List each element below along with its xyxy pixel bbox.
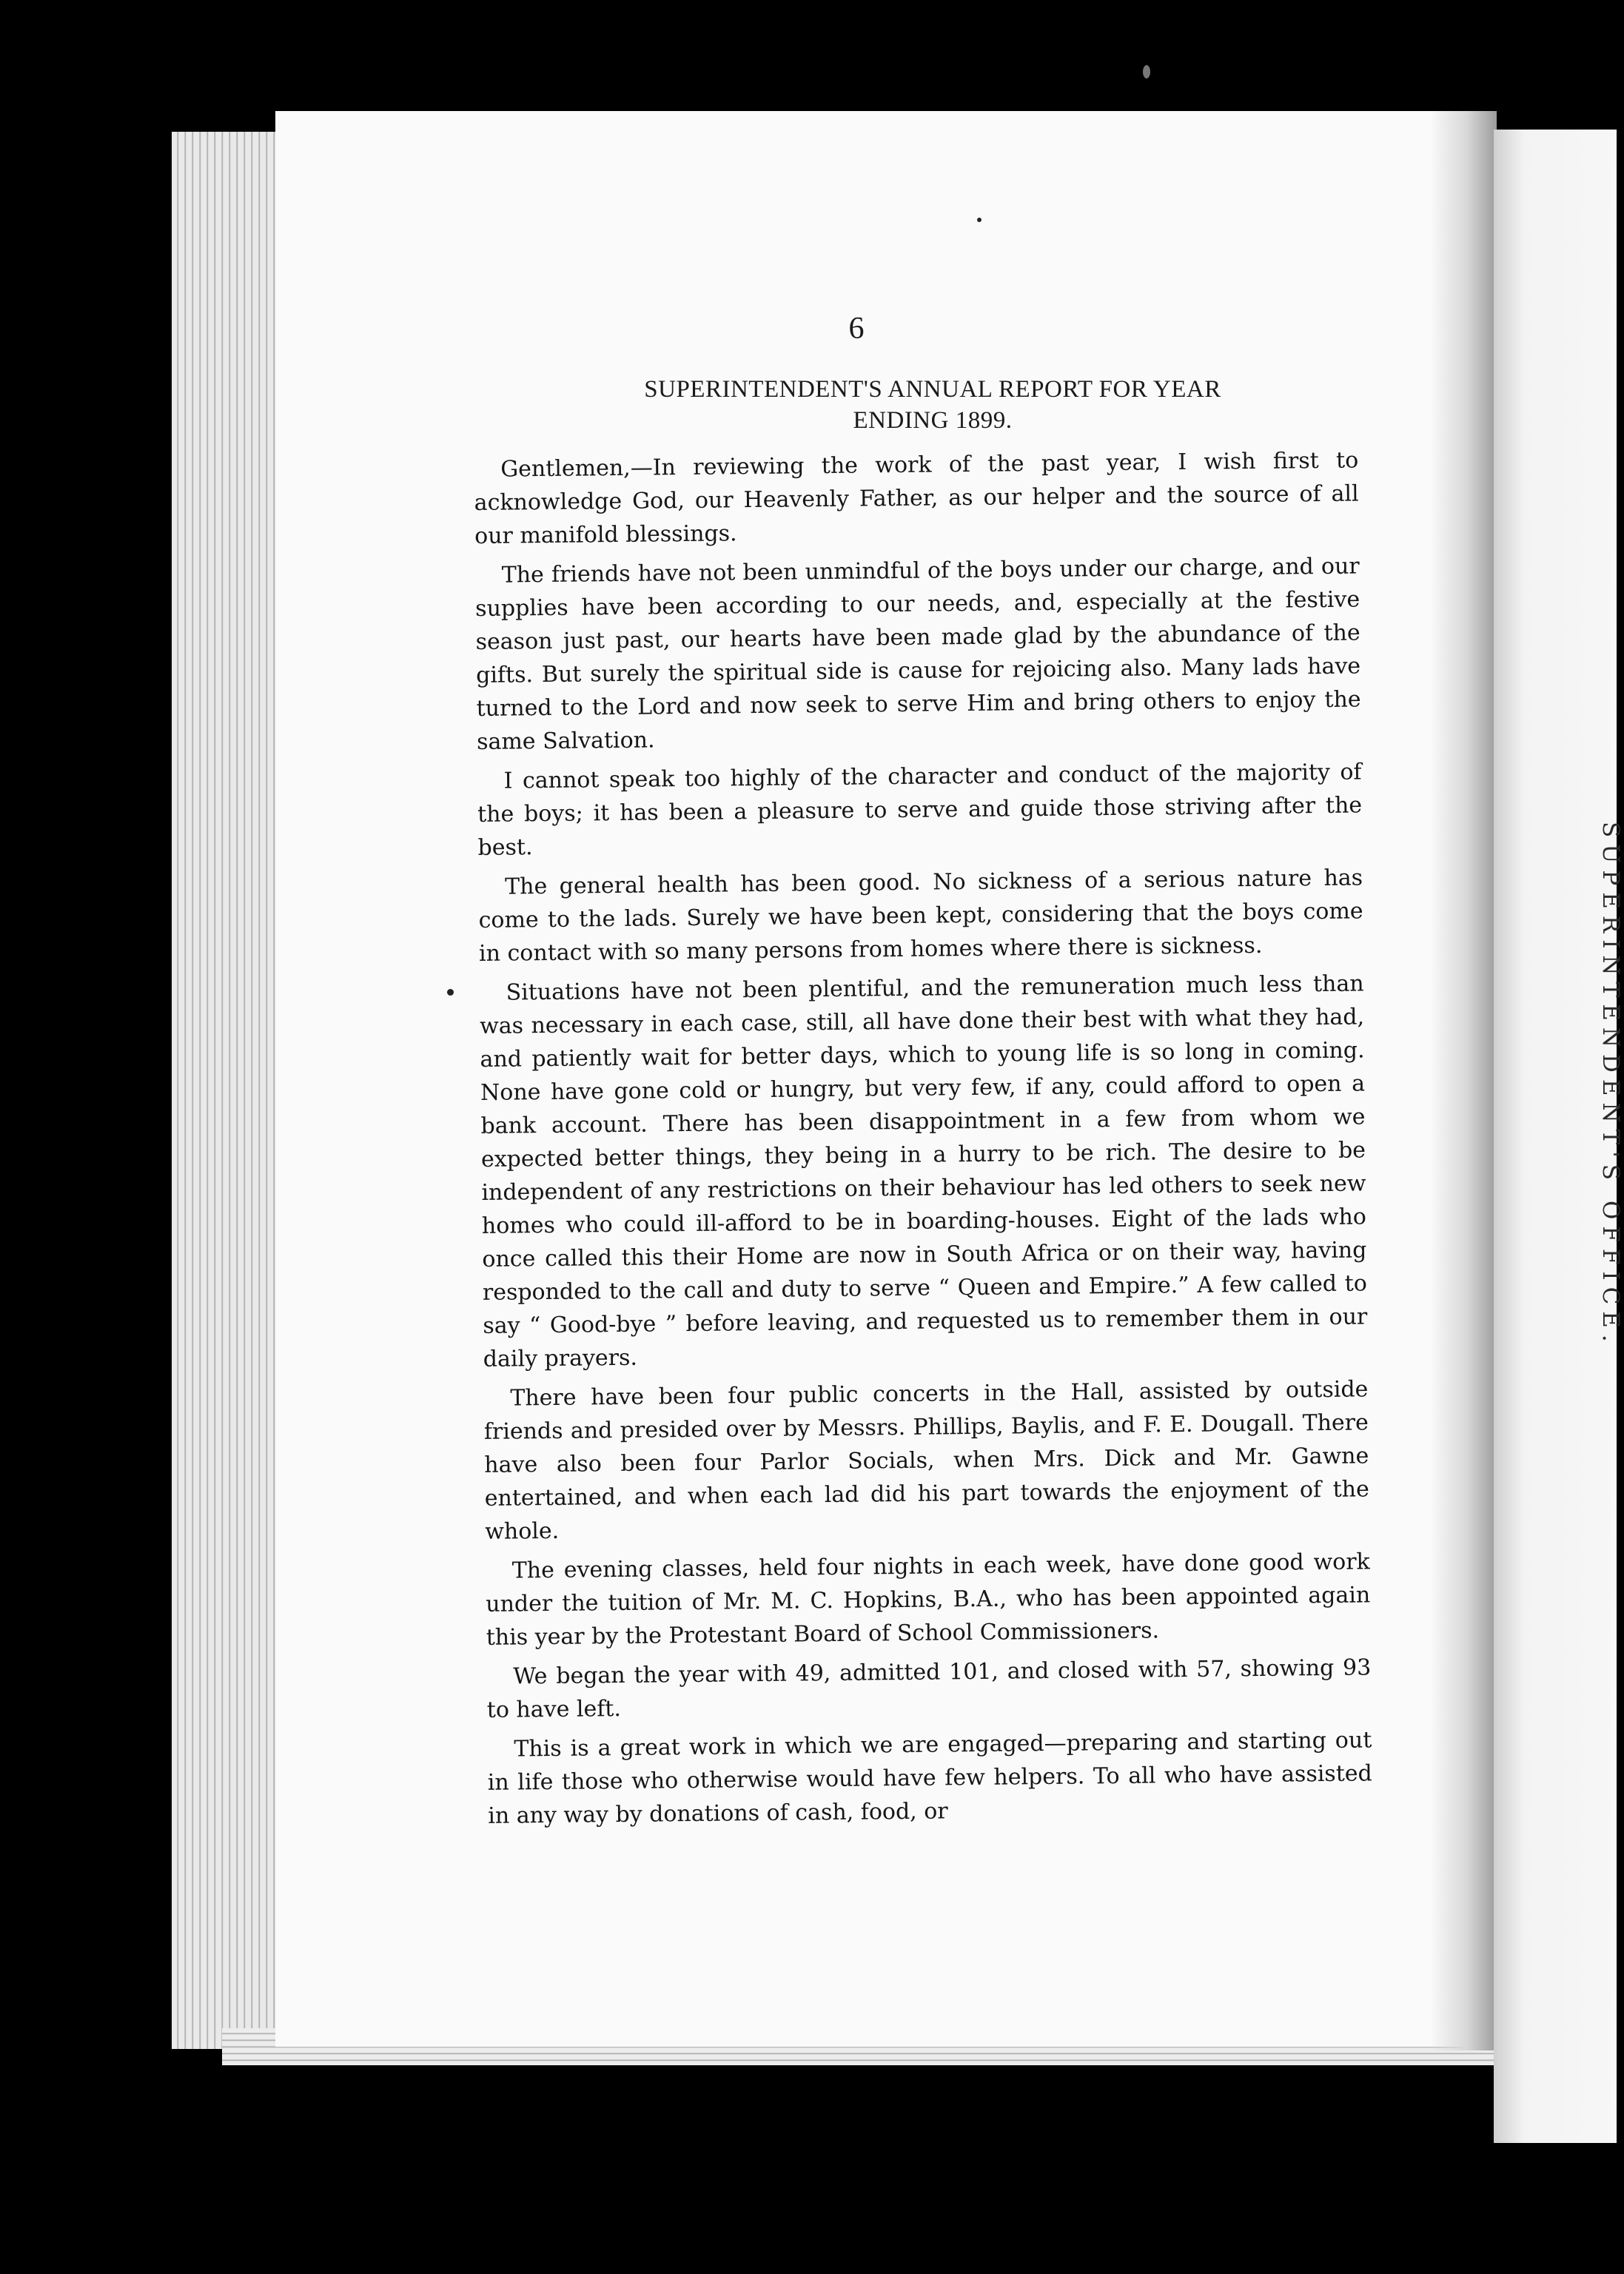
paragraph-friends: The friends have not been unmindful of the boys under our charge, and our supplies have been according to our needs, and, especially at the festive season just past, our hearts have been made glad by the abundance of the gifts. But surely the spiritual side is cause for rejoicing also. Many lads have turned to the Lord and now seek to serve Him and bring others to enjoy the same Salvation.: [475, 553, 1361, 755]
stacked-page-edges: [172, 132, 290, 2049]
report-title-line-2: ENDING 1899.: [853, 407, 1013, 434]
report-body: [474, 443, 1373, 1838]
paragraph-concerts: There have been four public concerts in the Hall, assisted by outside friends and presided over by Messrs. Phillips, Baylis, and F. E. Dougall. There have also been four Parlor Socials, when Mrs. Dick and Mr. Gawne entertained, and when each lad did his part towards the enjoyment of the whole.: [483, 1376, 1369, 1545]
paragraph-greeting: Gentlemen,—In reviewing the work of the past year, I wish first to acknowledge God, our Heavenly Father, as our helper and the source of all our manifold blessings.: [474, 447, 1359, 549]
report-title-line-1: SUPERINTENDENT'S ANNUAL REPORT FOR YEAR: [644, 376, 1221, 403]
report-title: [548, 374, 1318, 436]
running-head: SUPERINTENDENT'S OFFICE.: [1597, 822, 1624, 1349]
paragraph-character: I cannot speak too highly of the character and conduct of the majority of the boys; it has been a pleasure to serve and guide those striving after the best.: [477, 759, 1363, 861]
paragraph-closing: This is a great work in which we are engaged—preparing and starting out in life those who otherwise would have few helpers. To all who have assisted in any way by donations of cash, food, or: [487, 1727, 1372, 1829]
page-number: 6: [848, 312, 865, 346]
paragraph-health: The general health has been good. No sickness of a serious nature has come to the lads. Surely we have been kept, considering that the boys come in contact with so many persons from homes where there is sickness.: [478, 865, 1363, 967]
gutter-shadow: [1430, 111, 1497, 2050]
ink-speck: [447, 989, 454, 996]
dust-speck: [1143, 65, 1150, 78]
paragraph-evening-classes: The evening classes, held four nights in each week, have done good work under the tuition of Mr. M. C. Hopkins, B.A., who has been appointed again this year by the Protestant Board of School Commissioners.: [486, 1549, 1371, 1651]
paragraph-numbers: We began the year with 49, admitted 101, and closed with 57, showing 93 to have left.: [486, 1654, 1372, 1723]
paragraph-situations: Situations have not been plentiful, and the remuneration much less than was necessary in each case, still, all have done their best with what they had, and patiently wait for better days, which to young life is so long in coming. None have gone cold or hungry, but very few, if any, could afford to open a bank account. There has been disappointment in a few from whom we expected better things, they being in a hurry to be rich. The desire to be independent of any restrictions on their behaviour has led others to seek new homes who could ill-afford to be in boarding-houses. Eight of the lads who once called this their Home are now in South Africa or on their way, having responded to the call and duty to serve “ Queen and Empire.” A few called to say “ Good-bye ” before leaving, and requested us to remember them in our daily prayers.: [479, 970, 1368, 1372]
ink-speck: [977, 218, 982, 222]
